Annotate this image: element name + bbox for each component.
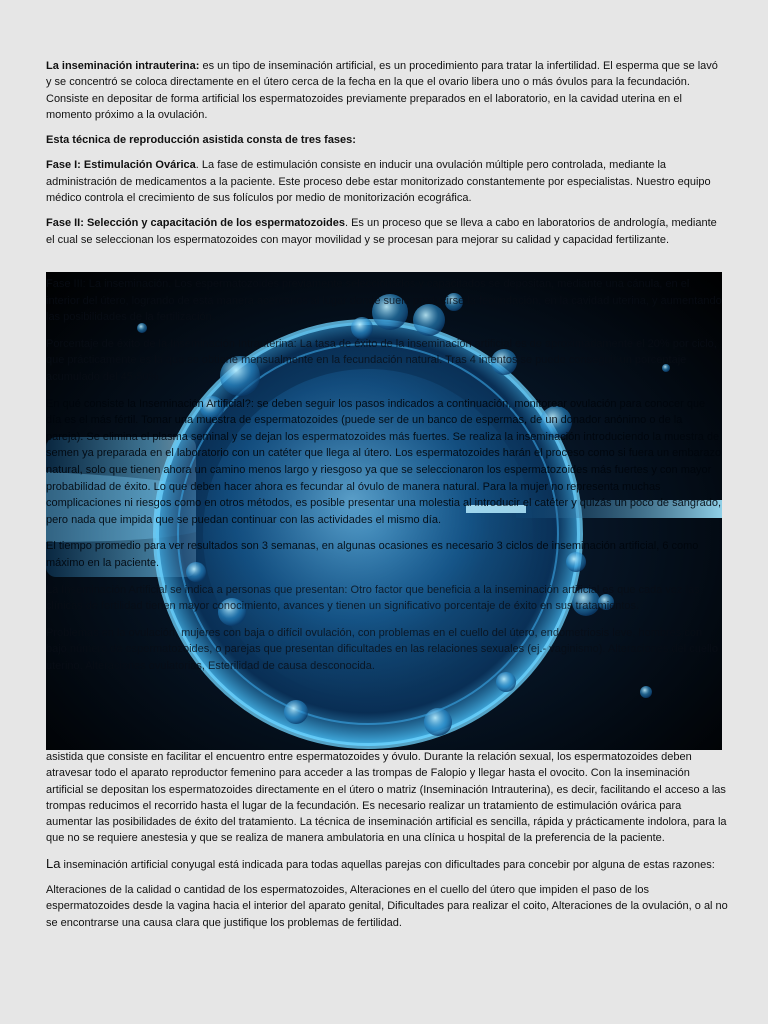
overlay-paragraph-3: En qué consiste la Inseminación Artificial?: se deben seguir los pasos indicados a continuación, monitorear ovulación para conocer que día es el más fértil. Tomar una muestra de espermatozoides (puede ser de un banco de espermas, de un donador anónimo o de la pareja). Se elimina el plasma seminal y se dejan los espermatozoides más fuertes. Se realiza la inseminación introduciendo la muestra de semen ya preparada en el laboratorio con un catéter que llega al útero. Los espermatozoides harán el proceso como si fuera un embarazo natural, solo que tienen ahora un camino menos largo y riesgoso ya que se seleccionaron los espermatozoides más fuertes y con mayor probabilidad de éxito. Lo que deben hacer ahora es fecundar al óvulo de manera natural. Para la mujer no representa muchas complicaciones ni riesgos como en otros métodos, es posible presentar una molestia al introducir el catéter y quizás un poco de sangrado, pero nada que impida que se puedan continuar con las actividades el mismo día. (46, 397, 722, 526)
document-top (46, 58, 726, 257)
ivf-illustration (46, 272, 722, 750)
document-bottom (46, 749, 730, 940)
phase2-text: . Es un proceso que se lleva a cabo en laboratorios de andrología, mediante el cual se seleccionan los espermatozoides con mayor movilidad y se procesan para mejorar su calidad y capacidad fertilizante. (46, 217, 717, 246)
overlay-paragraph-4: El tiempo promedio para ver resultados son 3 semanas, en algunas ocasiones es necesario 3 ciclos de inseminación artificial, 6 como máximo en la paciente. (46, 540, 699, 569)
intro-paragraph (46, 58, 726, 123)
phase2-term: Fase II: Selección y capacitación de los espermatozoides (46, 217, 345, 230)
phase1-term: Fase I: Estimulación Ovárica (46, 159, 196, 172)
phases-heading: Esta técnica de reproducción asistida consta de tres fases: (46, 134, 356, 147)
phase2-paragraph (46, 215, 726, 248)
overlay-paragraph-6: Problemas en la ovulación, mujeres con baja o difícil ovulación, con problemas en el cuello del útero, endometriosis leve, hombres con bajo número de espermatozoides, o parejas que presentan dificultades en las relaciones sexuales (ej.- vaginismo). Alteraciones del cuello uterino, Alteraciones ovulatorias, Esterilidad de causa desconocida. (46, 626, 718, 672)
lower-paragraph-2 (46, 856, 730, 873)
intro-text: es un tipo de inseminación artificial, es un procedimiento para tratar la infertilidad. El esperma que se lavó y se concentró se coloca directamente en el útero cerca de la fecha en la que el ovario libera uno o más óvulos para la fecundación. Consiste en depositar de forma artificial los espermatozoides previamente preparados en el laboratorio, en la cavidad uterina en el momento próximo a la ovulación. (46, 60, 718, 121)
lower-paragraph-1: asistida que consiste en facilitar el encuentro entre espermatozoides y óvulo. Durante la relación sexual, los espermatozoides deben atravesar todo el aparato reproductor femenino para acceder a las trompas de Falopio y llegar hasta el ovocito. Con la inseminación artificial se depositan los espermatozoides directamente en el útero o matriz (Inseminación Intrauterina), es decir, facilitando el acceso a las trompas reducimos el recorrido hasta el lugar de la fecundación. Es necesario realizar un tratamiento de estimulación ovárica para aumentar las posibilidades de éxito del tratamiento. La técnica de inseminación artificial es sencilla, rápida y prácticamente indolora, para la que no se requiere anestesia y que se realiza de manera ambulatoria en una clínica u hospital de la preferencia de la paciente. (46, 751, 727, 845)
lower-paragraph-2-text: inseminación artificial conyugal está indicada para todas aquellas parejas con dificultades para concebir por alguna de estas razones: (60, 858, 715, 871)
overlay-paragraph-5: La Inseminación Artificial se indica a personas que presentan: Otro factor que beneficia a la inseminación artificial es que cada vez las clínicas de fertilidad tienen mayor conocimiento, avances y tienen un significativo porcentaje de éxito en sus tratamientos. (46, 583, 700, 613)
lower-paragraph-3: Alteraciones de la calidad o cantidad de los espermatozoides, Alteraciones en el cuello del útero que impiden el paso de los espermatozoides desde la vagina hacia el interior del aparato genital, Dificultades para realizar el coito, Alteraciones de la ovulación, o al no se encontrarse una causa clara que justifique los problemas de fertilidad. (46, 884, 728, 929)
phase1-paragraph (46, 157, 726, 206)
overlay-text (46, 276, 722, 684)
lower-initial: La (46, 855, 61, 871)
intro-term: La inseminación intrauterina: (46, 60, 200, 72)
phase1-text: . La fase de estimulación consiste en inducir una ovulación múltiple pero controlada, mediante la administración de medicamentos a la paciente. Este proceso debe estar monitorizado constantemente por especialistas. Nuestro equipo médico controla el crecimiento de sus folículos por medio de monitorización ecográfica. (46, 159, 711, 205)
overlay-paragraph-1: Fase III: La inseminación. Los espermatozoides previamente seleccionados y capacitados se depositan, mediante una cánula, en el interior del útero, logrando de esta manera acercarlos al lugar donde suele producirse la fecundación, en la cavidad uterina, y aumentando las posibilidades de la fertilización. (46, 278, 722, 324)
overlay-paragraph-2: Porcentaje de éxito de la Inseminación Intrauterina: La tasa de éxito de la inseminación artificial es de aproximadamente el 20% por ciclo, que prácticamente es la que se obtiene mensualmente en la fecundación natural. Tras 4 intentos se puede conseguir un porcentaje acumulado del 45-50%. (46, 337, 717, 383)
